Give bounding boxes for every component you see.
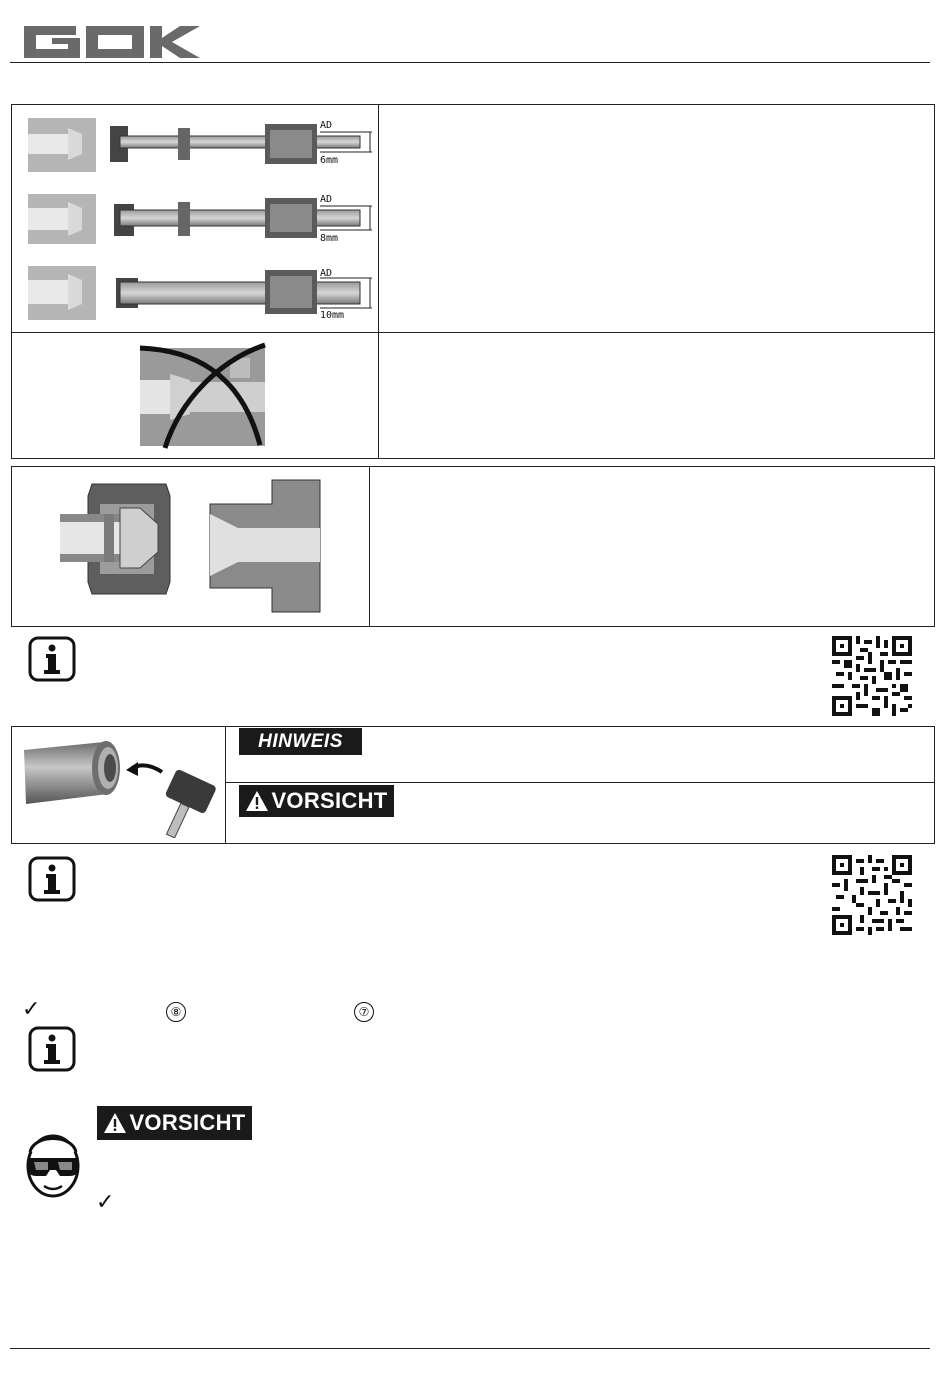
logo [24,26,202,58]
table-divider [369,466,370,627]
hammer-figure [22,732,222,838]
checkmark-icon: ✓ [96,1190,115,1215]
label-size: 6mm [320,155,339,166]
safety-goggles-icon [24,1128,82,1203]
info-icon [28,856,76,907]
footer-rule [10,1348,930,1349]
table-divider [378,104,379,459]
logo-graphic [24,26,202,58]
warning-triangle-icon [245,790,269,812]
qr-code-icon[interactable] [832,855,912,940]
vorsicht-label: VORSICHT [271,788,388,813]
cross-section-figure [50,476,330,616]
step-marker-8: ⑧ [166,1002,186,1022]
header-rule [10,62,930,63]
info-icon [28,636,76,687]
tube-size-figure [20,110,375,328]
info-icon [28,1026,76,1077]
checkmark-icon: ✓ [22,997,41,1022]
label-size: 10mm [320,310,345,321]
step-marker-7: ⑦ [354,1002,374,1022]
vorsicht-label: VORSICHT [129,1110,246,1135]
label-ad: AD [320,268,333,279]
qr-code-icon[interactable] [832,636,912,721]
table-divider [11,332,935,333]
table-divider [225,782,935,783]
label-size: 8mm [320,233,339,244]
vorsicht-badge [239,785,394,817]
incorrect-fitting-figure [130,340,275,452]
vorsicht-badge-2 [97,1106,252,1140]
table-divider [225,726,226,844]
label-ad: AD [320,194,333,205]
warning-triangle-icon [103,1112,127,1134]
label-ad: AD [320,120,333,131]
hinweis-badge: HINWEIS [239,728,362,755]
